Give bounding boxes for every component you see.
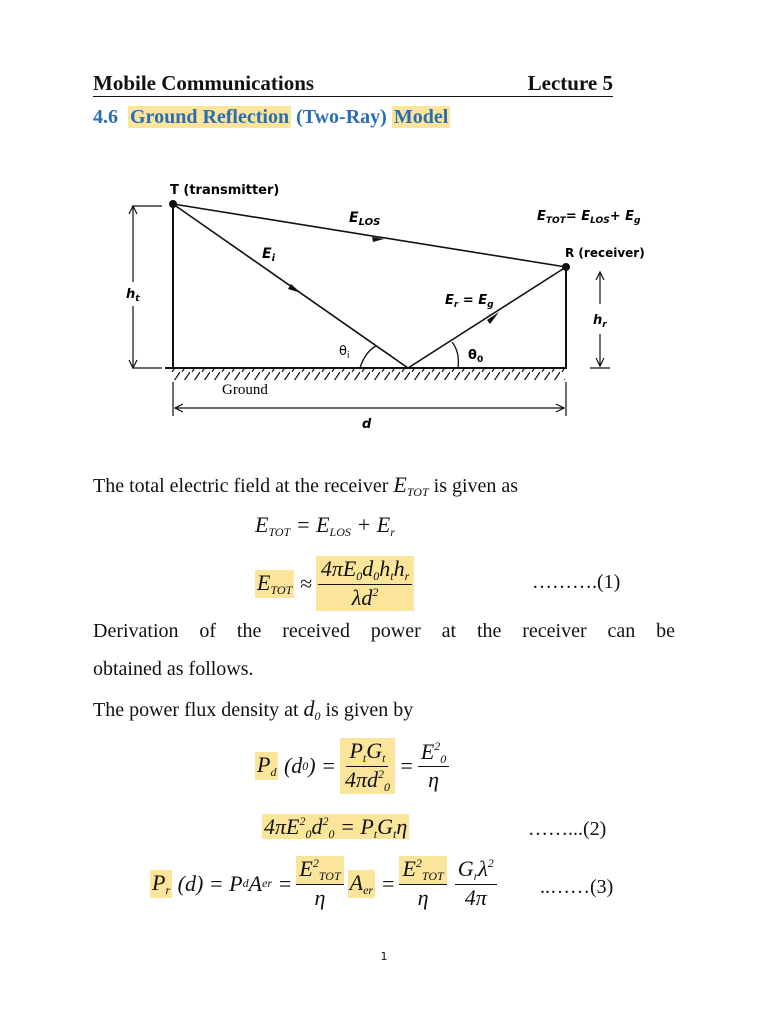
d0-inline: $d_0$ xyxy=(303,696,321,723)
paragraph-total-field: The total electric field at the receiver $E_{TOT}$ is given as xyxy=(93,472,519,499)
theta-0-arc xyxy=(452,342,458,368)
section-title-part2: (Two-Ray) xyxy=(296,106,387,128)
equation-3: $P_r$ (d) = P d A er = $\frac{E^2_{TOT}}{\eta}$ $A_{er}$ = $\frac{E^2_{TOT}}{\eta}$ $\frac{G_r\lambda^2}{4\pi}$ xyxy=(150,856,501,911)
etot-inline: $E_{TOT}$ xyxy=(393,472,429,499)
header-lecture: Lecture 5 xyxy=(527,71,613,95)
theta-0-label: $\theta_0$ xyxy=(468,348,484,365)
elos-label: $E_{LOS}$ xyxy=(349,210,381,228)
section-title-part3: Model xyxy=(393,106,449,128)
section-number: 4.6 xyxy=(93,106,118,128)
transmitter-label: T (transmitter) xyxy=(170,183,280,198)
two-ray-diagram xyxy=(0,0,768,440)
receiver-label: R (receiver) xyxy=(565,246,645,260)
page-number: 1 xyxy=(380,950,388,963)
theta-i-arc xyxy=(360,346,376,368)
reflected-ray xyxy=(408,267,566,368)
er-label: $E_r = E_g$ xyxy=(445,293,494,310)
paragraph-derivation-line1: Derivation of the received power at the receiver can be xyxy=(93,620,675,642)
theta-i-label: $\theta_i$ xyxy=(339,344,350,361)
equation-1: $E_{TOT}$ ≈ $\frac{4\pi E_0d_0h_th_r}{\lambda d^2}$ xyxy=(255,556,418,611)
equation-1-number: ……….(1) xyxy=(532,571,621,593)
equation-2-number: ……...(2) xyxy=(528,818,607,840)
ht-label: $h_t$ xyxy=(126,287,140,304)
hr-label: $h_r$ xyxy=(593,313,607,330)
etot-diagram-formula: $E_{TOT}= E_{LOS}+ E_g$ xyxy=(537,209,641,226)
ei-label: $E_i$ xyxy=(262,246,276,264)
paragraph-derivation-line2: obtained as follows. xyxy=(93,658,254,680)
ground-label: Ground xyxy=(222,382,268,398)
los-ray xyxy=(173,204,566,267)
header-course: Mobile Communications xyxy=(93,71,315,95)
ground-hatching xyxy=(170,368,565,380)
equation-3-number: ..……(3) xyxy=(540,876,614,898)
equation-etot-sum: $E_{TOT} = E_{LOS} + E_r$ xyxy=(255,512,395,539)
equation-power-density: $P_d$ (d 0 ) = $\frac{P_tG_t}{4\pi d^2_0}$ = $\frac{E^2_0}{\eta}$ xyxy=(255,738,453,794)
equation-2: $4\pi E^2_0d^2_0 = P_tG_t\eta$ xyxy=(264,814,408,841)
d-label: d xyxy=(362,417,372,432)
paragraph-flux-density: The power flux density at $d_0$ is given by xyxy=(93,696,414,723)
section-title-part1: Ground Reflection xyxy=(130,106,290,128)
